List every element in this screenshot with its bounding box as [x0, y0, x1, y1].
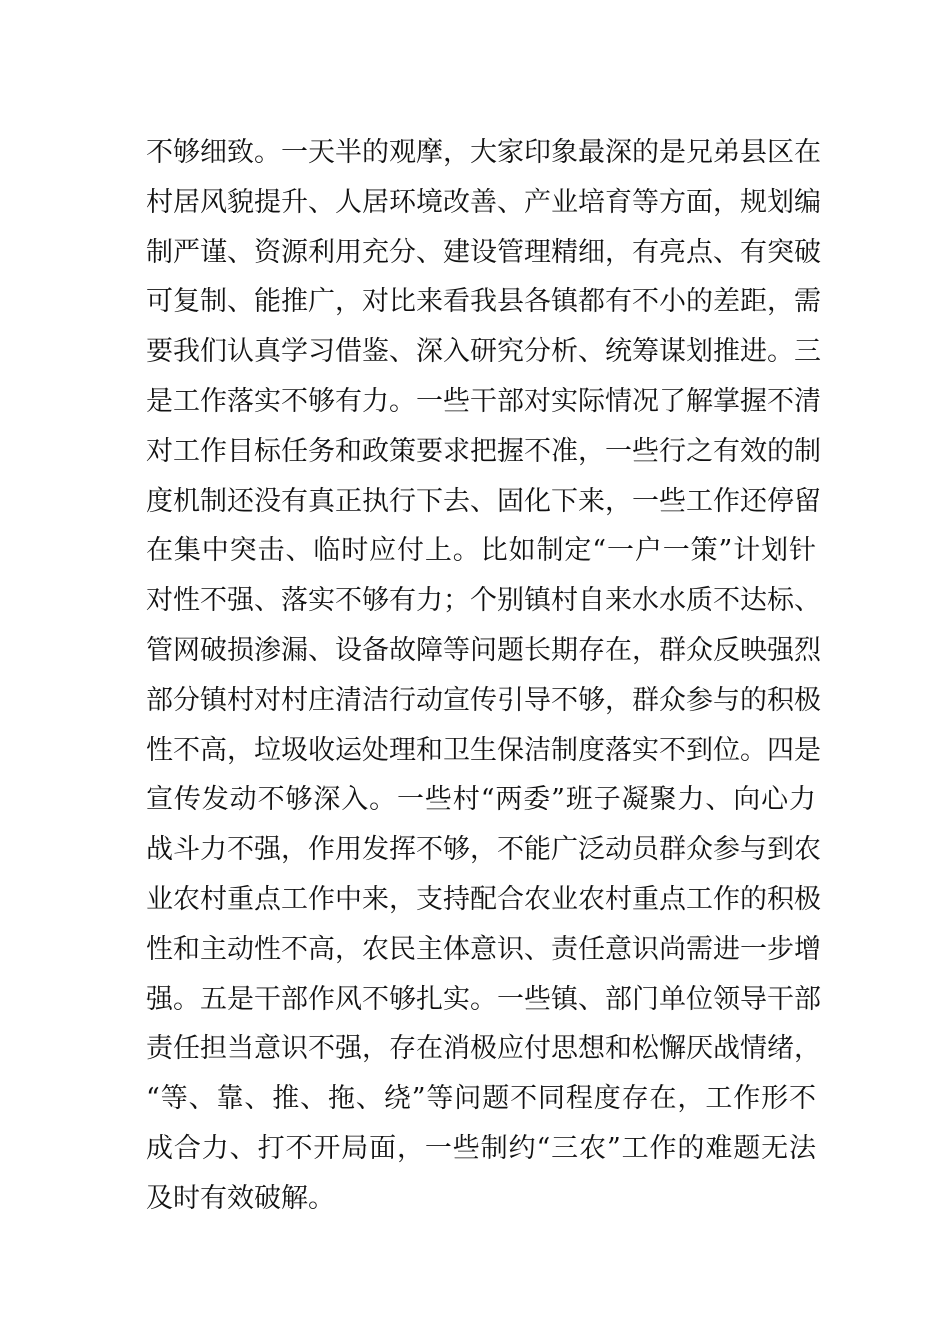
text-line: 管网破损渗漏、设备故障等问题长期存在，群众反映强烈 — [146, 634, 821, 666]
body-paragraph — [146, 128, 821, 1224]
text-line: 及时有效破解。 — [146, 1182, 335, 1214]
text-line: 度机制还没有真正执行下去、固化下来，一些工作还停留 — [146, 485, 821, 517]
text-line: 责任担当意识不强，存在消极应付思想和松懈厌战情绪， — [146, 1033, 821, 1065]
text-line: 对性不强、落实不够有力；个别镇村自来水水质不达标、 — [146, 585, 821, 617]
text-line: 业农村重点工作中来，支持配合农业农村重点工作的积极 — [146, 883, 821, 915]
text-line: 成合力、打不开局面，一些制约“三农”工作的难题无法 — [146, 1132, 816, 1164]
text-line: 性和主动性不高，农民主体意识、责任意识尚需进一步增 — [146, 933, 821, 965]
text-line: 要我们认真学习借鉴、深入研究分析、统筹谋划推进。三 — [146, 336, 821, 368]
text-line: 不够细致。一天半的观摩，大家印象最深的是兄弟县区在 — [146, 137, 821, 168]
text-line: 村居风貌提升、人居环境改善、产业培育等方面，规划编 — [146, 186, 821, 218]
text-line: 在集中突击、临时应付上。比如制定“一户一策”计划针 — [146, 535, 816, 567]
text-line: 对工作目标任务和政策要求把握不准，一些行之有效的制 — [146, 435, 821, 467]
text-line: 性不高，垃圾收运处理和卫生保洁制度落实不到位。四是 — [146, 734, 821, 766]
text-line: 战斗力不强，作用发挥不够，不能广泛动员群众参与到农 — [146, 834, 821, 866]
text-line: 是工作落实不够有力。一些干部对实际情况了解掌握不清 — [146, 385, 821, 417]
text-line: 可复制、能推广，对比来看我县各镇都有不小的差距，需 — [146, 286, 821, 318]
text-line: 宣传发动不够深入。一些村“两委”班子凝聚力、向心力 — [146, 784, 816, 816]
text-line: 部分镇村对村庄清洁行动宣传引导不够，群众参与的积极 — [146, 684, 821, 716]
text-line: “等、靠、推、拖、绕”等问题不同程度存在，工作形不 — [146, 1083, 816, 1115]
text-line: 制严谨、资源利用充分、建设管理精细，有亮点、有突破 — [146, 236, 821, 268]
text-line: 强。五是干部作风不够扎实。一些镇、部门单位领导干部 — [146, 983, 821, 1015]
